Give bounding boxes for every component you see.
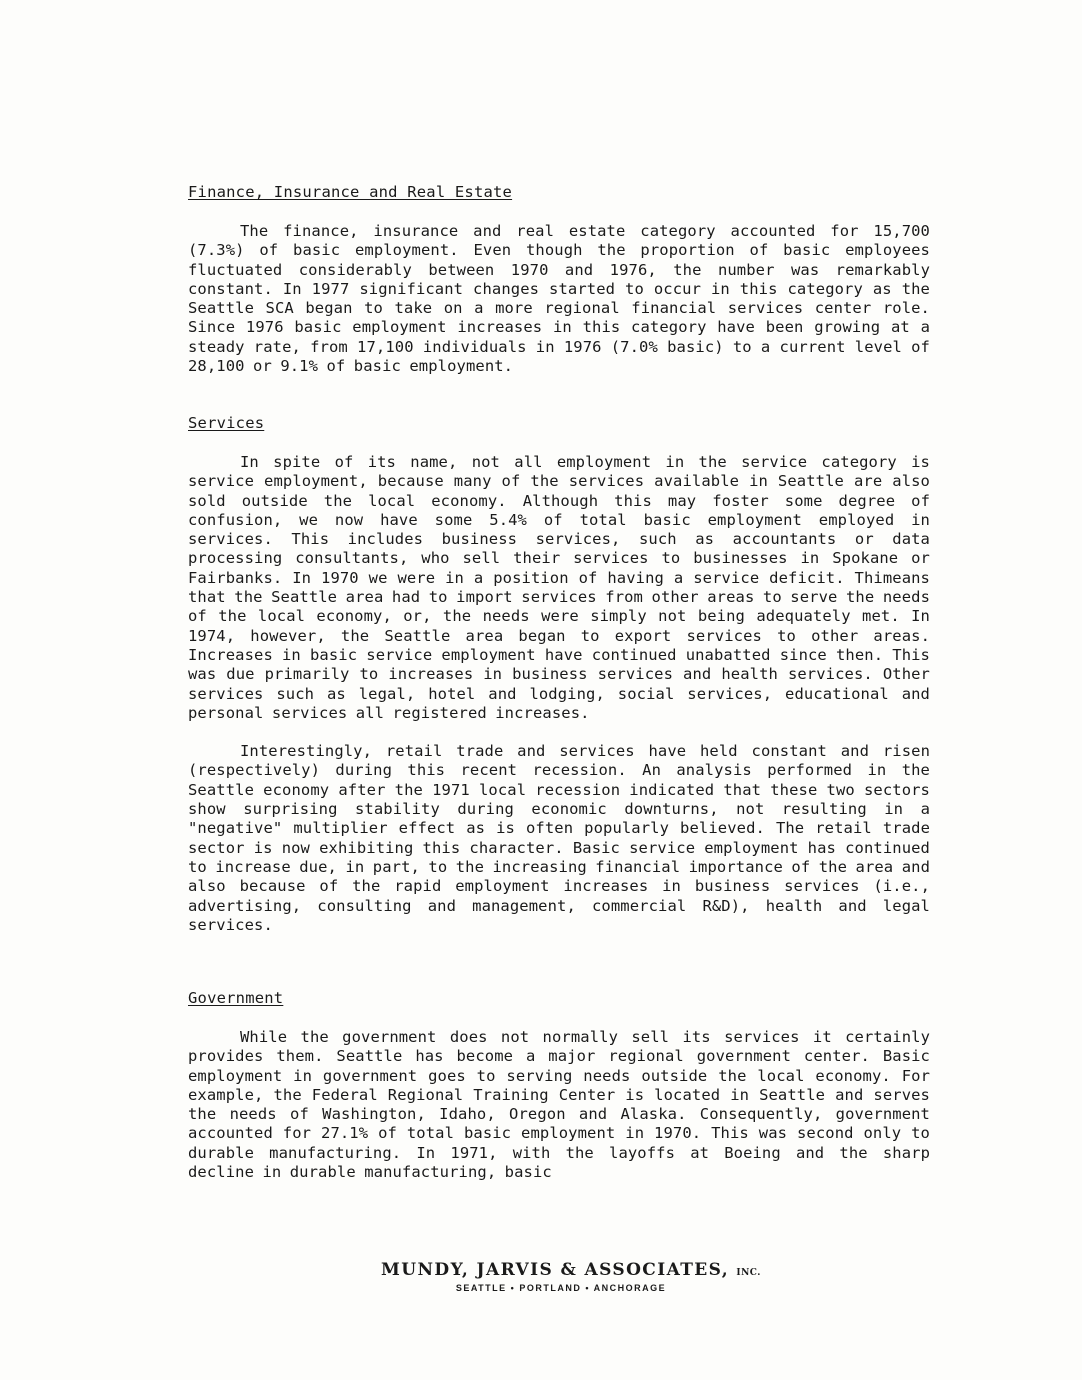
section-services: [188, 414, 930, 935]
section-finance: [188, 183, 930, 376]
section-heading: Services: [188, 414, 265, 432]
section-government: [188, 989, 930, 1182]
section-heading: Government: [188, 989, 284, 1007]
paragraph: While the government does not normally sell its services it certainly provides them. Seattle has become a major regional government center. Basic employment in government goes to serving needs outside the local economy. For example, the Federal Regional Training Center is located in Seattle and serves the needs of Washington, Idaho, Oregon and Alaska. Consequently, government accounted for 27.1% of total basic employment in 1970. This was second only to durable manufacturing. In 1971, with the layoffs at Boeing and the sharp decline in durable manufacturing, basic: [188, 1028, 930, 1182]
firm-suffix: INC.: [736, 1268, 761, 1278]
letterhead-footer: [0, 1260, 1082, 1293]
firm-name: [0, 1260, 1082, 1280]
office-cities: SEATTLE • PORTLAND • ANCHORAGE: [455, 1283, 667, 1293]
paragraph: In spite of its name, not all employment in the service category is service employment, because many of the services available in Seattle are also sold outside the local economy. Although this may foster some degree of confusion, we now have some 5.4% of total basic employment employed in services. This includes business services, such as accountants or data processing consultants, who sell their services to businesses in Spokane or Fairbanks. In 1970 we were in a position of having a service deficit. Thimeans that the Seattle area had to import services from other areas to serve the needs of the local economy, or, the needs were simply not being adequately met. In 1974, however, the Seattle area began to export services to other areas. Increases in basic service employment have continued unabatted since then. This was due primarily to increases in business services and health services. Other services such as legal, hotel and lodging, social services, educational and personal services all registered increases.: [188, 453, 930, 722]
paragraph: The finance, insurance and real estate category accounted for 15,700 (7.3%) of basic employment. Even though the proportion of basic employees fluctuated considerably between 1970 and 1976, the number was remarkably constant. In 1977 significant changes started to occur in this category as the Seattle SCA began to take on a more regional financial services center role. Since 1976 basic employment increases in this category have been growing at a steady rate, from 17,100 individuals in 1976 (7.0% basic) to a current level of 28,100 or 9.1% of basic employment.: [188, 222, 930, 376]
firm-name-text: MUNDY, JARVIS & ASSOCIATES,: [381, 1260, 730, 1280]
section-heading: Finance, Insurance and Real Estate: [188, 183, 513, 201]
paragraph: Interestingly, retail trade and services have held constant and risen (respectively) during this recent recession. An analysis performed in the Seattle economy after the 1971 local recession indicated that these two sectors show surprising stability during economic downturns, not resulting in a "negative" multiplier effect as is often popularly believed. The retail trade sector is now exhibiting this character. Basic service employment has continued to increase due, in part, to the increasing financial importance of the area and also because of the rapid employment increases in business services (i.e., advertising, consulting and management, commercial R&D), health and legal services.: [188, 742, 930, 934]
